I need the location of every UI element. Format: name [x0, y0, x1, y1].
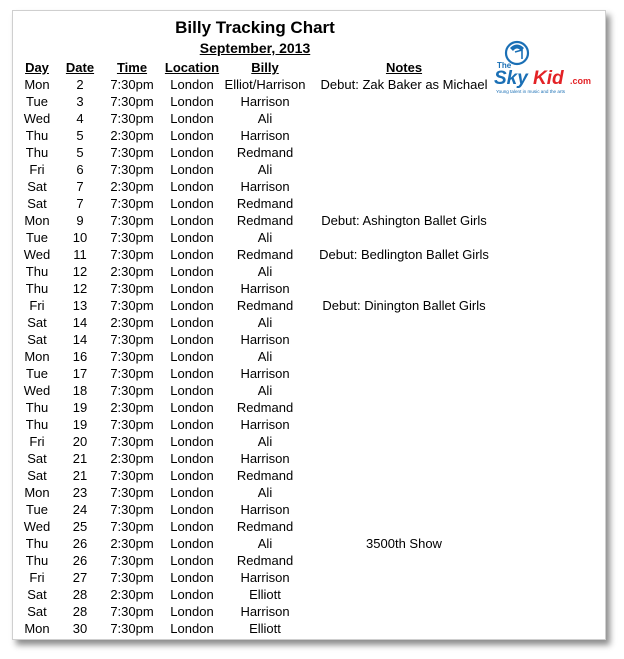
cell-date: 26 — [72, 536, 88, 551]
cell-date: 28 — [72, 604, 88, 619]
table-row — [17, 467, 501, 484]
cell-day: Thu — [25, 128, 49, 143]
cell-date: 7 — [76, 196, 84, 211]
cell-time: 7:30pm — [110, 196, 154, 211]
cell-time: 2:30pm — [110, 264, 154, 279]
cell-time: 7:30pm — [110, 298, 154, 313]
cell-billy: Ali — [257, 434, 273, 449]
cell-time: 7:30pm — [110, 281, 154, 296]
cell-time: 7:30pm — [110, 553, 154, 568]
cell-date: 3 — [76, 94, 84, 109]
table-row — [17, 229, 501, 246]
cell-billy: Redmand — [236, 400, 294, 415]
cell-day: Sat — [27, 451, 47, 466]
cell-date: 19 — [72, 400, 88, 415]
cell-day: Wed — [23, 247, 51, 262]
cell-billy: Harrison — [240, 179, 290, 194]
cell-notes — [307, 450, 501, 467]
cell-day: Fri — [29, 570, 45, 585]
cell-time: 2:30pm — [110, 315, 154, 330]
cell-date: 25 — [72, 519, 88, 534]
cell-time: 7:30pm — [110, 349, 154, 364]
cell-location: London — [170, 366, 214, 381]
cell-billy: Redmand — [236, 553, 294, 568]
cell-location: London — [170, 213, 214, 228]
cell-date: 5 — [76, 128, 84, 143]
cell-day: Thu — [25, 536, 49, 551]
cell-time: 7:30pm — [110, 621, 154, 636]
table-row — [17, 76, 501, 93]
cell-notes — [307, 161, 501, 178]
table-row — [17, 518, 501, 535]
cell-time: 7:30pm — [110, 230, 154, 245]
logo-tagline-text: Young talent in music and the arts — [496, 89, 566, 94]
cell-location: London — [170, 587, 214, 602]
cell-notes: 3500th Show — [366, 536, 442, 551]
spreadsheet-page — [12, 10, 606, 640]
cell-day: Sat — [27, 587, 47, 602]
cell-billy: Harrison — [240, 570, 290, 585]
table-row — [17, 586, 501, 603]
cell-day: Mon — [24, 349, 50, 364]
table-row — [17, 603, 501, 620]
cell-time: 2:30pm — [110, 128, 154, 143]
cell-location: London — [170, 179, 214, 194]
cell-location: London — [170, 485, 214, 500]
table-row — [17, 110, 501, 127]
cell-billy: Harrison — [240, 502, 290, 517]
col-header-location: Location — [164, 60, 220, 75]
table-row — [17, 382, 501, 399]
cell-date: 20 — [72, 434, 88, 449]
cell-billy: Elliot/Harrison — [224, 77, 306, 92]
table-row — [17, 314, 501, 331]
cell-notes — [307, 127, 501, 144]
cell-day: Wed — [23, 111, 51, 126]
cell-billy: Ali — [257, 349, 273, 364]
cell-day: Tue — [26, 230, 48, 245]
cell-notes — [307, 263, 501, 280]
cell-time: 2:30pm — [110, 536, 154, 551]
table-row — [17, 195, 501, 212]
cell-notes — [307, 144, 501, 161]
cell-billy: Harrison — [240, 332, 290, 347]
cell-notes — [307, 229, 501, 246]
cell-location: London — [170, 349, 214, 364]
cell-location: London — [170, 434, 214, 449]
cell-billy: Redmand — [236, 145, 294, 160]
cell-time: 7:30pm — [110, 162, 154, 177]
cell-notes — [307, 501, 501, 518]
cell-date: 21 — [72, 451, 88, 466]
logo-kid-text: Kid — [533, 68, 564, 89]
cell-time: 7:30pm — [110, 519, 154, 534]
page-subtitle: September, 2013 — [199, 40, 311, 56]
table-row — [17, 297, 501, 314]
cell-billy: Elliott — [249, 587, 281, 602]
cell-day: Sat — [27, 179, 47, 194]
cell-day: Mon — [24, 485, 50, 500]
cell-time: 7:30pm — [110, 434, 154, 449]
cell-notes — [307, 620, 501, 637]
cell-billy: Harrison — [240, 417, 290, 432]
table-row — [17, 535, 501, 552]
cell-billy: Redmand — [236, 247, 294, 262]
cell-date: 11 — [73, 247, 87, 262]
cell-notes — [307, 433, 501, 450]
cell-notes: Debut: Bedlington Ballet Girls — [319, 247, 489, 262]
cell-location: London — [170, 451, 214, 466]
cell-date: 6 — [76, 162, 84, 177]
cell-date: 16 — [72, 349, 88, 364]
theskykid-logo[interactable] — [491, 39, 601, 101]
cell-time: 2:30pm — [110, 179, 154, 194]
col-header-date: Date — [65, 60, 95, 75]
cell-date: 19 — [72, 417, 88, 432]
cell-time: 7:30pm — [110, 502, 154, 517]
logo-the-text: The — [497, 61, 512, 70]
cell-billy: Elliott — [249, 621, 281, 636]
cell-date: 24 — [72, 502, 88, 517]
cell-date: 27 — [72, 570, 88, 585]
cell-time: 7:30pm — [110, 570, 154, 585]
cell-location: London — [170, 298, 214, 313]
cell-notes: Debut: Dinington Ballet Girls — [322, 298, 486, 313]
cell-date: 14 — [72, 315, 88, 330]
cell-day: Mon — [24, 77, 50, 92]
cell-date: 2 — [76, 77, 84, 92]
cell-location: London — [170, 281, 214, 296]
cell-billy: Harrison — [240, 604, 290, 619]
cell-day: Fri — [29, 434, 45, 449]
logo-graphic — [491, 39, 601, 101]
cell-time: 7:30pm — [110, 417, 154, 432]
table-row — [17, 144, 501, 161]
cell-day: Sat — [27, 315, 47, 330]
cell-time: 7:30pm — [110, 332, 154, 347]
cell-location: London — [170, 604, 214, 619]
cell-date: 7 — [76, 179, 84, 194]
cell-notes — [307, 382, 501, 399]
cell-billy: Ali — [257, 485, 273, 500]
cell-date: 13 — [72, 298, 88, 313]
table-row — [17, 280, 501, 297]
cell-billy: Harrison — [240, 366, 290, 381]
cell-date: 30 — [72, 621, 88, 636]
cell-day: Sat — [27, 468, 47, 483]
cell-date: 23 — [72, 485, 88, 500]
cell-day: Thu — [25, 281, 49, 296]
cell-notes — [307, 399, 501, 416]
table-row — [17, 433, 501, 450]
cell-date: 12 — [72, 281, 88, 296]
cell-billy: Harrison — [240, 281, 290, 296]
cell-location: London — [170, 468, 214, 483]
cell-billy: Ali — [257, 111, 273, 126]
cell-notes — [307, 110, 501, 127]
cell-notes: Debut: Ashington Ballet Girls — [321, 213, 487, 228]
page-title: Billy Tracking Chart — [175, 18, 335, 37]
cell-notes — [307, 280, 501, 297]
cell-location: London — [170, 553, 214, 568]
logo-domain-text: .com — [570, 76, 592, 86]
cell-notes — [307, 603, 501, 620]
cell-billy: Harrison — [240, 128, 290, 143]
col-header-billy: Billy — [251, 60, 279, 75]
cell-date: 18 — [72, 383, 88, 398]
cell-day: Thu — [25, 553, 49, 568]
cell-day: Thu — [25, 417, 49, 432]
col-header-day: Day — [25, 60, 49, 75]
table-row — [17, 93, 501, 110]
cell-notes — [307, 365, 501, 382]
cell-date: 14 — [72, 332, 88, 347]
col-header-notes: Notes — [385, 60, 423, 75]
table-row — [17, 399, 501, 416]
cell-notes — [307, 195, 501, 212]
cell-location: London — [170, 128, 214, 143]
table-row — [17, 178, 501, 195]
cell-location: London — [170, 264, 214, 279]
cell-time: 7:30pm — [110, 383, 154, 398]
table-row — [17, 484, 501, 501]
cell-date: 5 — [76, 145, 84, 160]
cell-date: 21 — [72, 468, 88, 483]
cell-notes — [307, 586, 501, 603]
cell-notes — [307, 348, 501, 365]
cell-time: 7:30pm — [110, 604, 154, 619]
cell-time: 7:30pm — [110, 468, 154, 483]
cell-location: London — [170, 230, 214, 245]
cell-location: London — [170, 247, 214, 262]
cell-date: 10 — [72, 230, 88, 245]
cell-time: 7:30pm — [110, 247, 154, 262]
cell-location: London — [170, 332, 214, 347]
cell-notes — [307, 552, 501, 569]
cell-billy: Redmand — [236, 519, 294, 534]
cell-billy: Redmand — [236, 468, 294, 483]
cell-time: 7:30pm — [110, 111, 154, 126]
cell-location: London — [170, 145, 214, 160]
cell-day: Wed — [23, 519, 51, 534]
cell-billy: Ali — [257, 536, 273, 551]
table-row — [17, 127, 501, 144]
tracking-table — [17, 59, 501, 637]
table-row — [17, 552, 501, 569]
cell-day: Thu — [25, 145, 49, 160]
cell-location: London — [170, 621, 214, 636]
table-row — [17, 263, 501, 280]
cell-date: 26 — [72, 553, 88, 568]
cell-day: Mon — [24, 213, 50, 228]
table-row — [17, 246, 501, 263]
cell-location: London — [170, 519, 214, 534]
cell-day: Fri — [29, 162, 45, 177]
cell-location: London — [170, 162, 214, 177]
cell-day: Fri — [29, 298, 45, 313]
col-header-time: Time — [116, 60, 148, 75]
cell-notes — [307, 569, 501, 586]
cell-notes — [307, 416, 501, 433]
cell-day: Sat — [27, 332, 47, 347]
table-row — [17, 450, 501, 467]
cell-date: 12 — [72, 264, 88, 279]
cell-billy: Redmand — [236, 196, 294, 211]
cell-location: London — [170, 570, 214, 585]
cell-location: London — [170, 400, 214, 415]
cell-time: 2:30pm — [110, 400, 154, 415]
table-header-row — [17, 59, 501, 76]
table-row — [17, 416, 501, 433]
cell-time: 7:30pm — [110, 145, 154, 160]
table-row — [17, 501, 501, 518]
cell-time: 7:30pm — [110, 213, 154, 228]
cell-billy: Redmand — [236, 213, 294, 228]
table-body — [17, 76, 501, 637]
cell-day: Sat — [27, 196, 47, 211]
cell-location: London — [170, 502, 214, 517]
cell-location: London — [170, 383, 214, 398]
table-row — [17, 212, 501, 229]
cell-billy: Ali — [257, 315, 273, 330]
logo-note-icon — [515, 50, 522, 59]
cell-billy: Harrison — [240, 94, 290, 109]
table-row — [17, 569, 501, 586]
cell-notes: Debut: Zak Baker as Michael — [320, 77, 488, 92]
cell-time: 7:30pm — [110, 77, 154, 92]
cell-day: Tue — [26, 366, 48, 381]
cell-billy: Ali — [257, 383, 273, 398]
cell-location: London — [170, 315, 214, 330]
cell-notes — [307, 331, 501, 348]
table-row — [17, 620, 501, 637]
cell-day: Thu — [25, 400, 49, 415]
cell-day: Mon — [24, 621, 50, 636]
cell-notes — [307, 178, 501, 195]
cell-notes — [307, 518, 501, 535]
table-row — [17, 331, 501, 348]
cell-day: Thu — [25, 264, 49, 279]
cell-billy: Ali — [257, 230, 273, 245]
table-row — [17, 348, 501, 365]
cell-date: 28 — [72, 587, 88, 602]
table-row — [17, 161, 501, 178]
cell-location: London — [170, 94, 214, 109]
cell-location: London — [170, 196, 214, 211]
cell-time: 7:30pm — [110, 366, 154, 381]
cell-notes — [307, 484, 501, 501]
cell-date: 17 — [72, 366, 88, 381]
cell-billy: Redmand — [236, 298, 294, 313]
cell-notes — [307, 93, 501, 110]
cell-location: London — [170, 111, 214, 126]
cell-location: London — [170, 77, 214, 92]
cell-time: 2:30pm — [110, 587, 154, 602]
cell-notes — [307, 467, 501, 484]
logo-sky-text: Sky — [494, 68, 528, 89]
cell-billy: Ali — [257, 264, 273, 279]
cell-date: 4 — [76, 111, 84, 126]
cell-time: 2:30pm — [110, 451, 154, 466]
cell-time: 7:30pm — [110, 94, 154, 109]
cell-date: 9 — [76, 213, 84, 228]
table-row — [17, 365, 501, 382]
cell-location: London — [170, 536, 214, 551]
cell-day: Tue — [26, 94, 48, 109]
cell-billy: Harrison — [240, 451, 290, 466]
cell-day: Sat — [27, 604, 47, 619]
cell-billy: Ali — [257, 162, 273, 177]
cell-day: Tue — [26, 502, 48, 517]
cell-time: 7:30pm — [110, 485, 154, 500]
cell-location: London — [170, 417, 214, 432]
cell-day: Wed — [23, 383, 51, 398]
cell-notes — [307, 314, 501, 331]
